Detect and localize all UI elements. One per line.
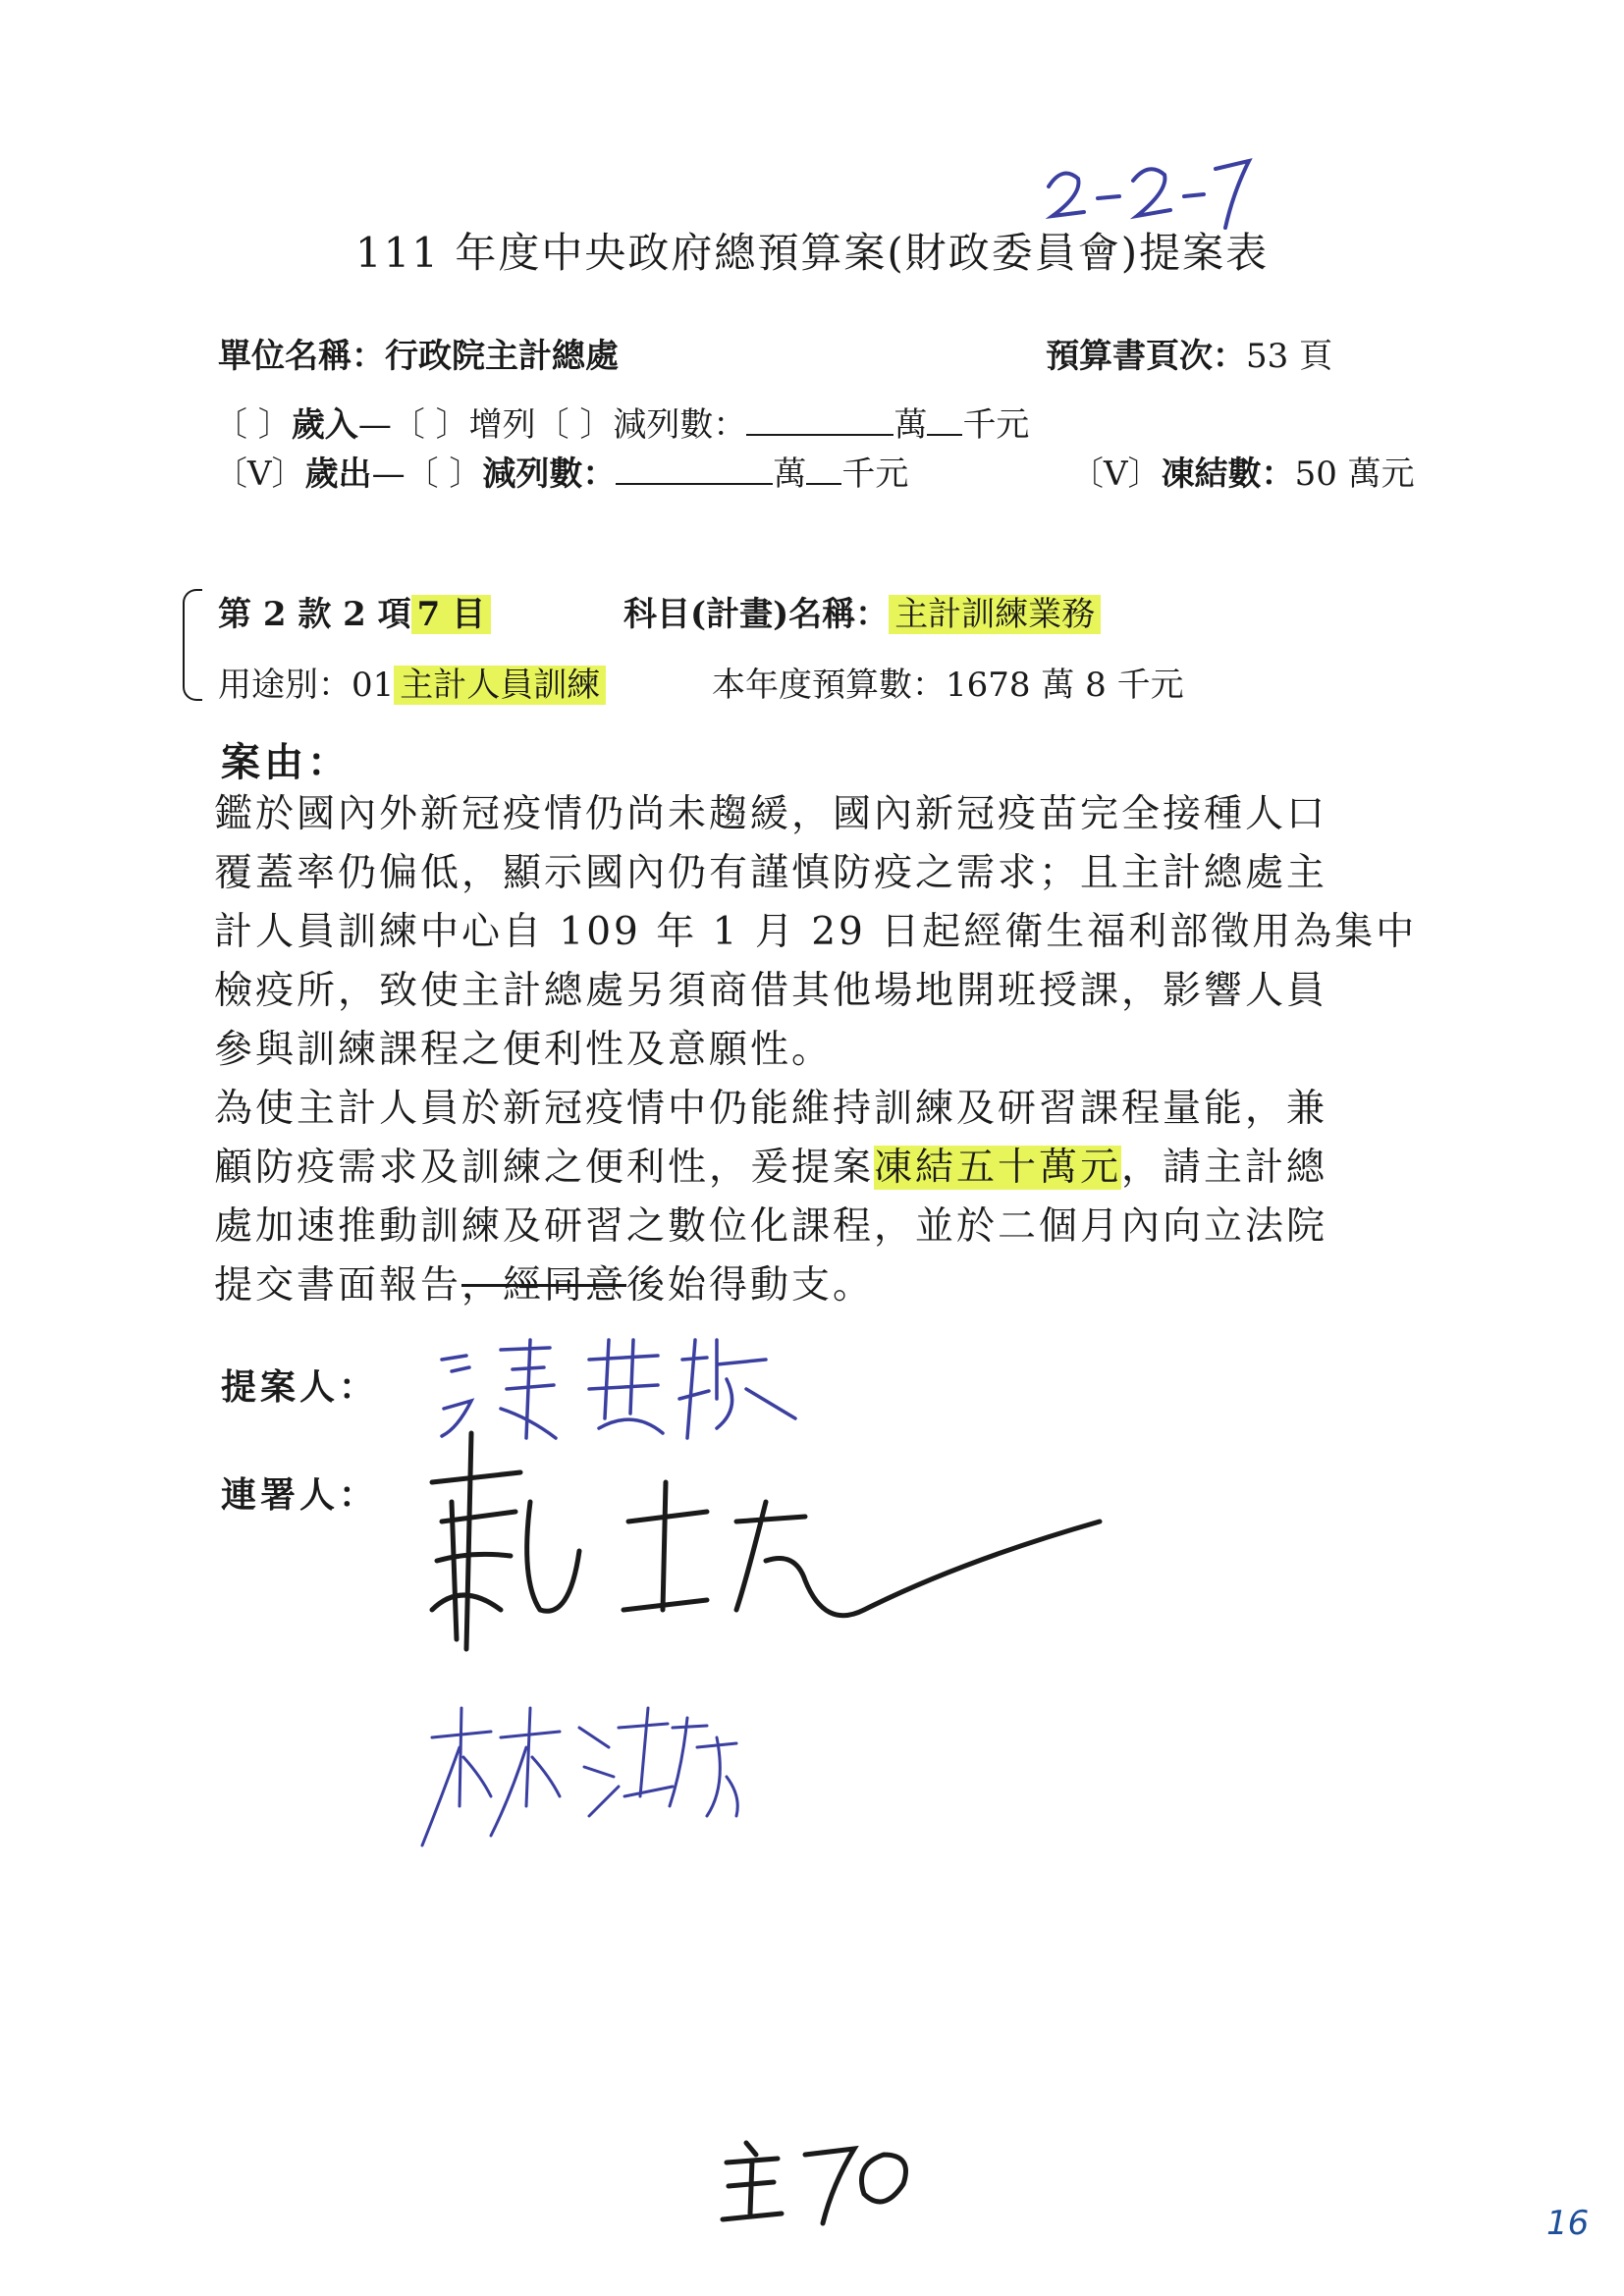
freeze-row xyxy=(1070,447,1415,495)
expenditure-decrease-label: 減列數： xyxy=(482,454,617,494)
expenditure-unit-thousand: 千元 xyxy=(841,454,909,494)
freeze-value: 50 萬元 xyxy=(1294,454,1415,494)
reason-line-3: 計人員訓練中心自 109 年 1 月 29 日起經衛生福利部徵用為集中 xyxy=(214,910,1418,954)
form-title: 111 年度中央政府總預算案(財政委員會)提案表 xyxy=(354,229,1270,277)
subject-line xyxy=(623,587,1101,635)
item-brace xyxy=(183,589,202,701)
item-highlight: 7 目 xyxy=(411,595,492,634)
expenditure-dash: — xyxy=(371,454,406,494)
reason-body xyxy=(214,785,1422,1315)
freeze-label: 凍結數： xyxy=(1161,454,1295,494)
subject-value: 主計訓練業務 xyxy=(889,595,1101,634)
handwritten-bottom-note xyxy=(717,2125,933,2233)
freeze-checkbox[interactable]: 〔V〕 xyxy=(1070,454,1162,494)
use-value: 主計人員訓練 xyxy=(394,666,606,705)
reason-line-4: 檢疫所，致使主計總處另須商借其他場地開班授課，影響人員 xyxy=(214,969,1328,1013)
revenue-dash: — xyxy=(357,405,392,445)
expenditure-line xyxy=(214,447,908,495)
expenditure-checkbox[interactable]: 〔V〕 xyxy=(214,454,305,494)
expenditure-label: 歲出 xyxy=(304,454,372,494)
proposer-label: 提案人： xyxy=(221,1366,379,1408)
expenditure-decrease-checkbox[interactable]: 〔 〕 xyxy=(405,454,483,494)
reason-line-2: 覆蓋率仍偏低，顯示國內仍有謹慎防疫之需求；且主計總處主 xyxy=(214,851,1328,895)
subject-label: 科目(計畫)名稱： xyxy=(623,595,890,634)
cosigner-signature-2 xyxy=(412,1688,746,1865)
reason-line-9-start: 提交書面報告 xyxy=(214,1263,462,1308)
revenue-label: 歲入 xyxy=(291,405,358,445)
annual-budget-label: 本年度預算數： xyxy=(712,666,946,705)
reason-line-1: 鑑於國內外新冠疫情仍尚未趨緩，國內新冠疫苗完全接種人口 xyxy=(214,792,1328,836)
reason-line-7 xyxy=(214,1139,1422,1198)
revenue-increase-option[interactable]: 〔 〕增列 xyxy=(391,405,536,445)
revenue-checkbox[interactable]: 〔 〕 xyxy=(214,405,292,445)
item-line xyxy=(218,587,491,635)
annual-budget-value: 1678 萬 8 千元 xyxy=(946,666,1184,705)
revenue-thousand-blank[interactable] xyxy=(927,404,962,436)
item-prefix: 第 2 款 2 項 xyxy=(218,595,411,634)
reason-line-7-start: 顧防疫需求及訓練之便利性，爰提案 xyxy=(214,1146,875,1190)
unit-label: 單位名稱： xyxy=(218,337,385,376)
page-number: 16 xyxy=(1546,2204,1590,2243)
budget-page-value: 53 頁 xyxy=(1246,337,1333,376)
budget-page-label: 預算書頁次： xyxy=(1046,337,1246,376)
annual-budget-line xyxy=(712,658,1184,706)
revenue-unit-wan: 萬 xyxy=(893,405,928,445)
expenditure-amount-blank[interactable] xyxy=(616,454,773,485)
revenue-unit-thousand: 千元 xyxy=(962,405,1030,445)
unit-row xyxy=(218,329,619,377)
expenditure-thousand-blank[interactable] xyxy=(806,454,841,485)
reason-line-9-end: 後始得動支。 xyxy=(626,1263,875,1308)
expenditure-unit-wan: 萬 xyxy=(773,454,807,494)
cosigner-label: 連署人： xyxy=(221,1474,379,1516)
revenue-line xyxy=(214,398,1029,446)
revenue-amount-blank[interactable] xyxy=(746,404,893,436)
use-label: 用途別：01 xyxy=(218,666,395,705)
reason-title: 案由： xyxy=(221,739,351,785)
reason-freeze-highlight: 凍結五十萬元 xyxy=(874,1146,1122,1190)
reason-struck-text: ，經同意 xyxy=(461,1263,627,1308)
reason-line-9 xyxy=(214,1256,1422,1315)
revenue-decrease-option[interactable]: 〔 〕減列數： xyxy=(535,405,747,445)
reason-line-8: 處加速推動訓練及研習之數位化課程，並於二個月內向立法院 xyxy=(214,1204,1328,1249)
reason-line-6: 為使主計人員於新冠疫情中仍能維持訓練及研習課程量能，兼 xyxy=(214,1087,1328,1131)
use-line xyxy=(218,658,606,706)
cosigner-signature-1 xyxy=(412,1414,1119,1669)
reason-line-5: 參與訓練課程之便利性及意願性。 xyxy=(214,1028,834,1072)
unit-value: 行政院主計總處 xyxy=(385,337,619,376)
reason-line-7-end: ，請主計總 xyxy=(1121,1146,1328,1190)
budget-page-row xyxy=(1046,329,1332,377)
